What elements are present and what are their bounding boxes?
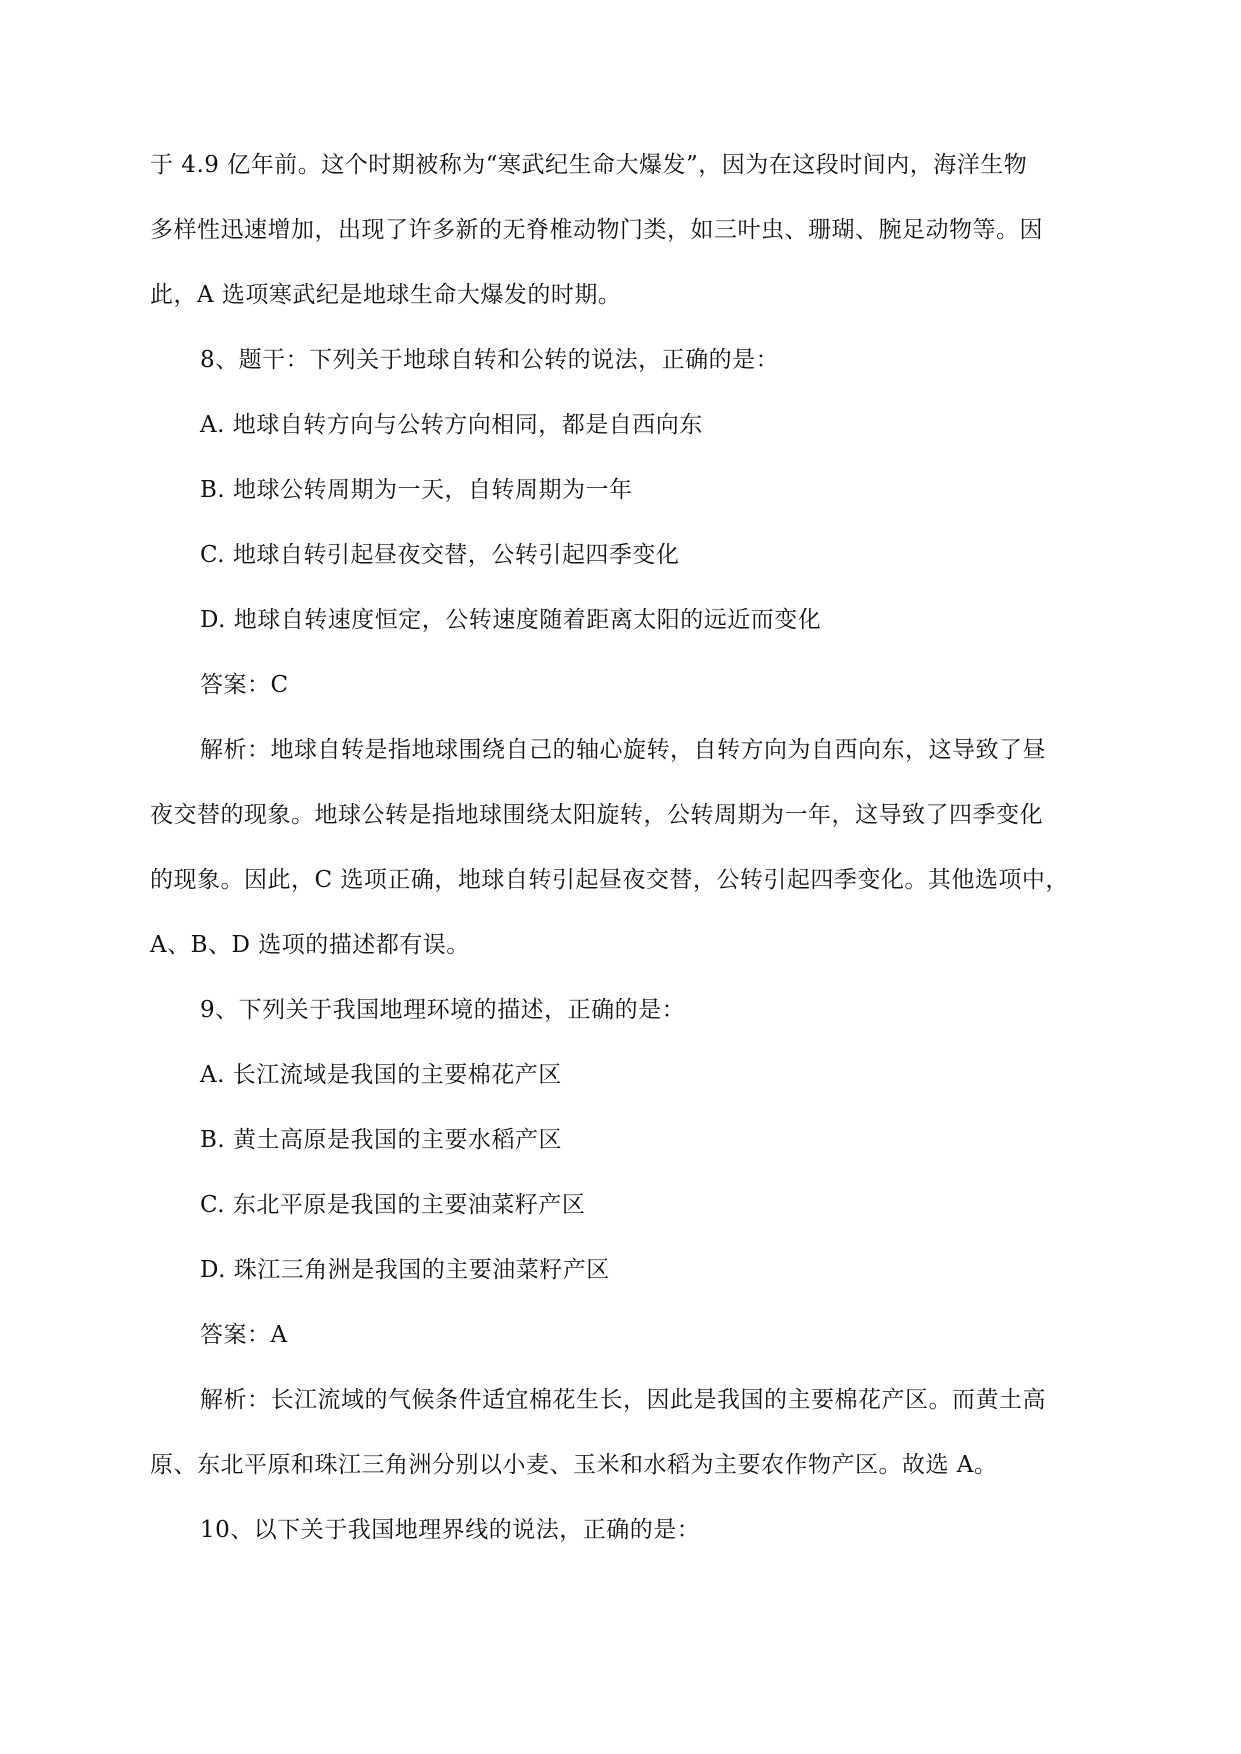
question-9-option-d: D. 珠江三角洲是我国的主要油菜籽产区 [200,1257,610,1283]
paragraph-line: 多样性迅速增加，出现了许多新的无脊椎动物门类，如三叶虫、珊瑚、腕足动物等。因 [150,217,1043,243]
question-8-option-a: A. 地球自转方向与公转方向相同，都是自西向东 [200,412,703,438]
paragraph-line: 于 4.9 亿年前。这个时期被称为“寒武纪生命大爆发”，因为在这段时间内，海洋生物 [150,152,1028,178]
question-9-option-a: A. 长江流域是我国的主要棉花产区 [200,1062,562,1088]
question-9-answer: 答案：A [200,1322,288,1348]
question-9-option-b: B. 黄土高原是我国的主要水稻产区 [200,1127,563,1153]
question-9-stem: 9、下列关于我国地理环境的描述，正确的是： [200,997,686,1023]
question-9-explanation: 解析：长江流域的气候条件适宜棉花生长，因此是我国的主要棉花产区。而黄土高 [200,1387,1046,1413]
paragraph-line: 原、东北平原和珠江三角洲分别以小麦、玉米和水稻为主要农作物产区。故选 A。 [150,1452,998,1478]
question-9-option-c: C. 东北平原是我国的主要油菜籽产区 [200,1192,586,1218]
question-8-option-c: C. 地球自转引起昼夜交替，公转引起四季变化 [200,542,680,568]
question-8-stem: 8、题干：下列关于地球自转和公转的说法，正确的是： [200,347,780,373]
question-8-option-b: B. 地球公转周期为一天，自转周期为一年 [200,477,633,503]
paragraph-line: 的现象。因此，C 选项正确，地球自转引起昼夜交替，公转引起四季变化。其他选项中， [150,867,1069,893]
question-8-option-d: D. 地球自转速度恒定，公转速度随着距离太阳的远近而变化 [200,607,822,633]
paragraph-line: A、B、D 选项的描述都有误。 [150,932,470,958]
question-10-stem: 10、以下关于我国地理界线的说法，正确的是： [200,1517,701,1543]
paragraph-line: 夜交替的现象。地球公转是指地球围绕太阳旋转，公转周期为一年，这导致了四季变化 [150,802,1043,828]
question-8-explanation: 解析：地球自转是指地球围绕自己的轴心旋转，自转方向为自西向东，这导致了昼 [200,737,1046,763]
question-8-answer: 答案：C [200,672,289,698]
paragraph-line: 此，A 选项寒武纪是地球生命大爆发的时期。 [150,282,622,308]
